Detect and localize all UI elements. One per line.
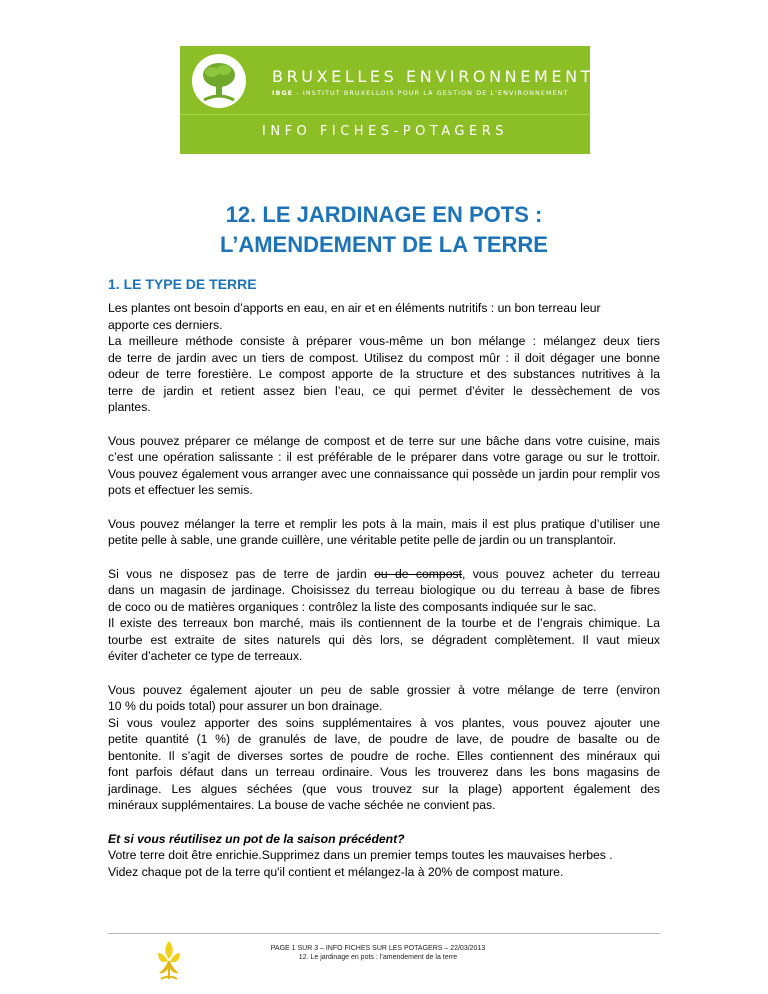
header-banner: [180, 46, 595, 154]
text-line: minéraux supplémentaires. La bouse de vache séchée ne convient pas.: [108, 798, 496, 812]
text-line: Si vous voulez apporter des soins supplémentaires à vos plantes, vous pouvez ajouter une: [108, 715, 660, 730]
text-line: odeur de terre forestière. Le compost apporte de la structure et des substances nutritives à la: [108, 367, 660, 381]
text-line: dans un magasin de jardinage. Choisissez du terreau biologique ou du terreau à base de fibres: [108, 583, 660, 597]
footer-divider: [108, 933, 660, 934]
paragraph-3: Vous pouvez mélanger la terre et remplir les pots à la main, mais il est plus pratique d’utiliser une petite pelle à sable, une grande cuillère, une véritable petite pelle de jardin ou un transplantoir.: [108, 516, 660, 547]
text-fragment: , vous pouvez acheter du terreau: [461, 566, 661, 581]
paragraph-2: Vous pouvez préparer ce mélange de compost et de terre sur une bâche dans votre cuisine, mais c’est une opération salissante : il est préférable de le préparer dans votre garage ou sur le trottoir. Vous pouvez également vous arranger avec une connaissance qui possède un jardin pour remplir vos pots et effectuer les semis.: [108, 433, 660, 497]
text-line: font parfois défaut dans un terreau ordinaire. Vous les trouverez dans les bons magasins de: [108, 765, 660, 779]
text-line: éviter d’acheter ce type de terreaux.: [108, 649, 303, 663]
text-line: plantes.: [108, 400, 151, 414]
question-heading: Et si vous réutilisez un pot de la saison précédent?: [108, 831, 405, 846]
title-line-1: 12. LE JARDINAGE EN POTS :: [225, 202, 543, 227]
brand-name: BRUXELLES ENVIRONNEMENT: [272, 67, 595, 86]
tree-logo-icon: [192, 54, 246, 108]
text-line: Il existe des terreaux bon marché, mais ils contiennent de la tourbe et de l’engrais chimique. La: [108, 616, 660, 630]
body-content: [108, 300, 660, 880]
text-line: tourbe est extraite de sites naturels qui dès lors, se dégradent complètement. Il vaut mieux: [108, 632, 660, 647]
text-line: Votre terre doit être enrichie.Supprimez dans un premier temps toutes les mauvaises herbes .: [108, 848, 613, 862]
series-title: INFO FICHES-POTAGERS: [262, 124, 508, 139]
banner-divider: [180, 114, 590, 115]
text-line: Videz chaque pot de la terre qu'il contient et mélangez-la à 20% de compost mature.: [108, 864, 564, 879]
text-line: de terre de jardin avec un tiers de compost. Utilisez du compost mûr : il doit dégager une bonne: [108, 350, 660, 365]
brand-subtitle: [272, 89, 569, 97]
text-line: apporte ces derniers.: [108, 317, 223, 332]
paragraph-6: [108, 831, 660, 881]
text-line: terre de jardin et retient assez bien l’eau, ce qui permet d’éviter le dessèchement de vos: [108, 383, 660, 398]
text-line: jardinage. Les algues séchées (que vous trouvez sur la plage) apportent également des: [108, 781, 660, 796]
paragraph-1: [108, 300, 660, 416]
footer-doc-title: 12. Le jardinage en pots : l’amendement de la terre: [298, 954, 458, 961]
text-fragment: Si vous ne disposez pas de terre de jardin: [108, 566, 375, 581]
footer-text: [208, 944, 548, 962]
text-line: 10 % du poids total) pour assurer un bon drainage.: [108, 699, 383, 713]
struck-text: ou de compost: [374, 566, 462, 581]
text-line: Vous pouvez également ajouter un peu de sable grossier à votre mélange de terre (environ: [108, 682, 660, 697]
text-line: bentonite. Il s’agit de diverses sortes de poudre de roche. Elles contiennent des minéraux qui: [108, 748, 660, 763]
text-line: [108, 566, 660, 583]
brand-sub-acronym: IBGE: [272, 89, 294, 97]
paragraph-4: [108, 566, 660, 665]
page-title: [0, 200, 768, 260]
iris-logo-icon: [155, 939, 183, 981]
section-heading: 1. LE TYPE DE TERRE: [108, 276, 257, 292]
brand-sub-text: - INSTITUT BRUXELLOIS POUR LA GESTION DE L'ENVIRONNEMENT: [293, 89, 569, 97]
text-line: petite quantité (1 %) de granulés de lave, de poudre de lave, de poudre de basalte ou de: [108, 732, 660, 746]
banner-brand-area: [180, 46, 595, 112]
title-line-2: L’AMENDEMENT DE LA TERRE: [220, 232, 548, 257]
text-line: La meilleure méthode consiste à préparer vous-même un bon mélange : mélangez deux tiers: [108, 334, 660, 348]
text-line: de coco ou de matières organiques : contrôlez la liste des composants indiquée sur le sac.: [108, 599, 597, 614]
text-line: Les plantes ont besoin d’apports en eau, en air et en éléments nutritifs : un bon terreau leur: [108, 301, 601, 315]
footer-page-info: PAGE 1 SUR 3 – INFO FICHES SUR LES POTAGERS – 22/03/2013: [270, 945, 486, 952]
paragraph-5: [108, 682, 660, 814]
